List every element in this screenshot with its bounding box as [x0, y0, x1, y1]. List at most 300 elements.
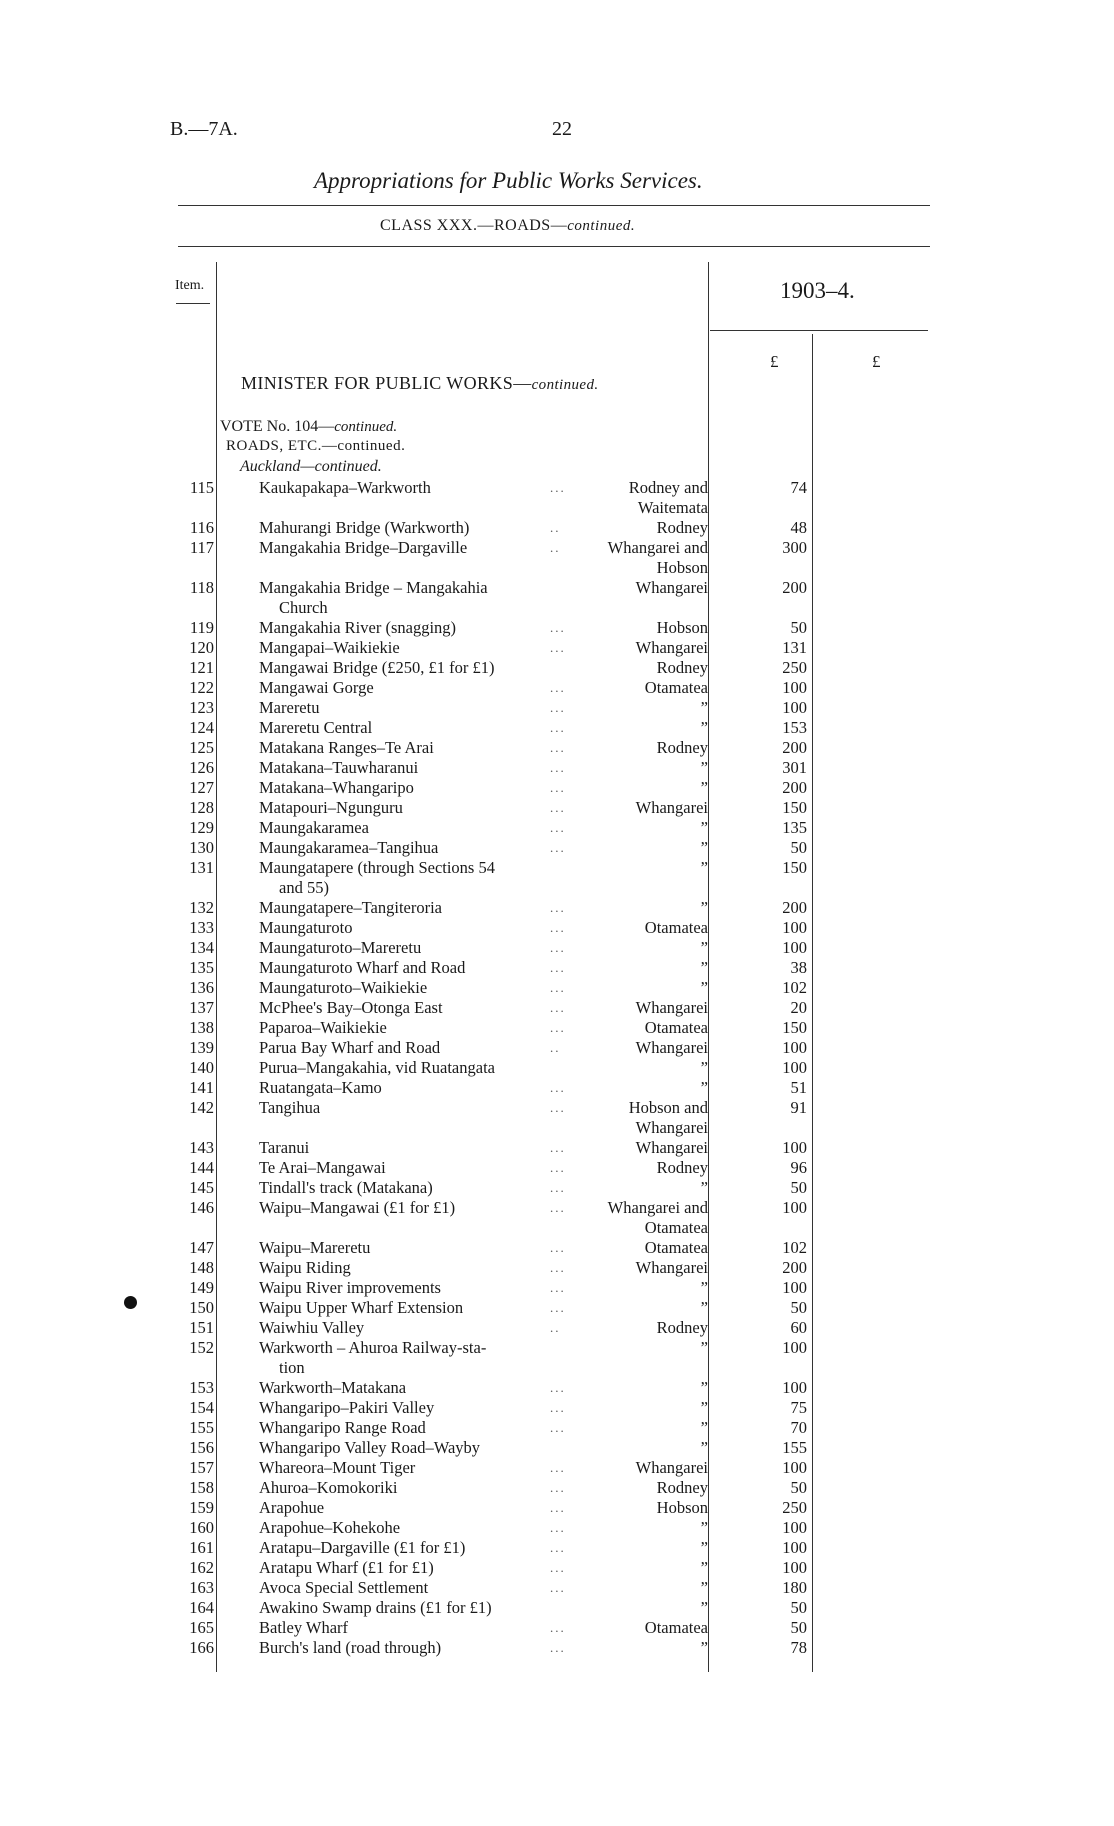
item-number: 121: [189, 658, 214, 677]
item-number: 138: [189, 1018, 214, 1037]
item-number: 164: [189, 1598, 214, 1617]
amount: 200: [782, 1258, 807, 1277]
electorate: ”: [700, 1398, 708, 1417]
item-number: 152: [189, 1338, 214, 1357]
item-number: 129: [189, 818, 214, 837]
amount: 38: [790, 958, 807, 977]
road-name: Waipu Riding: [259, 1258, 351, 1277]
amount: 48: [790, 518, 807, 537]
table-row: [0, 618, 1114, 638]
road-name: Batley Wharf: [259, 1618, 349, 1637]
electorate: ”: [700, 978, 708, 997]
leader-dots: ..: [550, 1320, 561, 1335]
amount: 100: [782, 1338, 807, 1357]
item-number: 124: [189, 718, 214, 737]
item-number: 139: [189, 1038, 214, 1057]
table-row: [0, 1058, 1114, 1078]
electorate: ”: [700, 838, 708, 857]
leader-dots: ...: [550, 1140, 566, 1155]
road-name: Maungatapere (through Sections 54: [259, 858, 495, 877]
road-name: McPhee's Bay–Otonga East: [259, 998, 443, 1017]
road-name: Kaukapakapa–Warkworth: [259, 478, 431, 497]
amount: 135: [782, 818, 807, 837]
table-row: [0, 578, 1114, 617]
leader-dots: ...: [550, 940, 566, 955]
electorate: ”: [700, 858, 708, 877]
item-number: 142: [189, 1098, 214, 1117]
table-row: [0, 818, 1114, 838]
item-number: 159: [189, 1498, 214, 1517]
road-name: Maungaturoto Wharf and Road: [259, 958, 466, 977]
road-name: Whangaripo Valley Road–Wayby: [259, 1438, 481, 1457]
item-number: 150: [189, 1298, 214, 1317]
electorate: ”: [700, 958, 708, 977]
leader-dots: ...: [550, 900, 566, 915]
leader-dots: ...: [550, 480, 566, 495]
item-number: 137: [189, 998, 214, 1017]
leader-dots: ...: [550, 920, 566, 935]
electorate: ”: [700, 778, 708, 797]
item-column-header: Item.: [175, 278, 205, 293]
leader-dots: ...: [550, 740, 566, 755]
road-name: Tindall's track (Matakana): [259, 1178, 433, 1197]
item-number: 153: [189, 1378, 214, 1397]
table-row: [0, 998, 1114, 1018]
table-row: [0, 1258, 1114, 1278]
electorate: Otamatea: [644, 678, 708, 697]
table-row: [0, 1378, 1114, 1398]
electorate: Rodney: [656, 658, 708, 677]
table-row: [0, 1418, 1114, 1438]
electorate: Whangarei: [635, 798, 708, 817]
amount: 131: [782, 638, 807, 657]
table-row: [0, 1398, 1114, 1418]
item-number: 162: [189, 1558, 214, 1577]
leader-dots: ...: [550, 1620, 566, 1635]
leader-dots: ...: [550, 1020, 566, 1035]
electorate: ”: [700, 1278, 708, 1297]
leader-dots: ...: [550, 1580, 566, 1595]
amount: 150: [782, 798, 807, 817]
amount: 200: [782, 738, 807, 757]
table-row: [0, 1018, 1114, 1038]
electorate: Whangarei and: [607, 1198, 708, 1217]
item-number: 131: [189, 858, 214, 877]
amount: 50: [790, 1598, 807, 1617]
table-row: [0, 538, 1114, 577]
leader-dots: ...: [550, 1280, 566, 1295]
table-row: [0, 798, 1114, 818]
road-name: Mangapai–Waikiekie: [259, 638, 400, 657]
year-header-rule: [710, 330, 928, 331]
road-name: Matakana–Whangaripo: [259, 778, 414, 797]
road-name: Mahurangi Bridge (Warkworth): [259, 518, 470, 537]
leader-dots: ...: [550, 1560, 566, 1575]
item-number: 157: [189, 1458, 214, 1477]
road-name: Ahuroa–Komokoriki: [259, 1478, 398, 1497]
amount: 100: [782, 1518, 807, 1537]
road-name: Mangawai Bridge (£250, £1 for £1): [259, 658, 495, 677]
item-number: 140: [189, 1058, 214, 1077]
amount: 50: [790, 1478, 807, 1497]
table-row: [0, 1598, 1114, 1618]
electorate: Hobson and: [628, 1098, 708, 1117]
road-name: Mangakahia River (snagging): [259, 618, 457, 637]
electorate: Whangarei: [635, 1258, 708, 1277]
road-name: Maungaturoto–Waikiekie: [259, 978, 428, 997]
electorate: ”: [700, 1078, 708, 1097]
leader-dots: ...: [550, 960, 566, 975]
road-name: Taranui: [259, 1138, 310, 1157]
table-row: [0, 1038, 1114, 1058]
road-name: Maungakaramea–Tangihua: [259, 838, 439, 857]
road-name-continued: tion: [279, 1358, 305, 1377]
amount: 155: [782, 1438, 807, 1457]
table-row: [0, 1478, 1114, 1498]
electorate: Whangarei: [635, 638, 708, 657]
road-name: Paparoa–Waikiekie: [259, 1018, 387, 1037]
item-number: 128: [189, 798, 214, 817]
amount: 78: [790, 1638, 807, 1657]
electorate-continued: Hobson: [656, 558, 708, 577]
electorate: ”: [700, 1558, 708, 1577]
table-row: [0, 778, 1114, 798]
amount: 100: [782, 678, 807, 697]
electorate: Whangarei: [635, 1458, 708, 1477]
table-row: [0, 1338, 1114, 1377]
year-column-header: 1903–4.: [780, 278, 855, 303]
road-name: Whangaripo–Pakiri Valley: [259, 1398, 435, 1417]
electorate: ”: [700, 818, 708, 837]
electorate: Otamatea: [644, 918, 708, 937]
road-name: Te Arai–Mangawai: [259, 1158, 386, 1177]
electorate-continued: Otamatea: [644, 1218, 708, 1237]
road-name: Mareretu Central: [259, 718, 373, 737]
amount: 74: [790, 478, 807, 497]
table-row: [0, 1458, 1114, 1478]
leader-dots: ...: [550, 1260, 566, 1275]
table-row: [0, 1178, 1114, 1198]
electorate: ”: [700, 898, 708, 917]
road-name: Parua Bay Wharf and Road: [259, 1038, 441, 1057]
amount: 51: [790, 1078, 807, 1097]
table-row: [0, 898, 1114, 918]
amount: 300: [782, 538, 807, 557]
amount: 91: [790, 1098, 807, 1117]
road-name: Matakana–Tauwharanui: [259, 758, 419, 777]
electorate: Whangarei: [635, 1038, 708, 1057]
leader-dots: ...: [550, 1180, 566, 1195]
item-number: 134: [189, 938, 214, 957]
table-row: [0, 1278, 1114, 1298]
leader-dots: ...: [550, 1380, 566, 1395]
road-name: Warkworth – Ahuroa Railway-sta-: [259, 1338, 487, 1357]
item-number: 163: [189, 1578, 214, 1597]
leader-dots: ..: [550, 520, 561, 535]
amount: 100: [782, 1458, 807, 1477]
item-number: 133: [189, 918, 214, 937]
amount: 50: [790, 1178, 807, 1197]
class-heading: CLASS XXX.—ROADS—continued.: [380, 217, 636, 234]
amount: 200: [782, 778, 807, 797]
table-row: [0, 1558, 1114, 1578]
amount: 100: [782, 938, 807, 957]
item-number: 119: [189, 618, 214, 637]
item-number: 151: [189, 1318, 214, 1337]
item-number: 146: [189, 1198, 214, 1217]
leader-dots: ...: [550, 1400, 566, 1415]
electorate: Rodney: [656, 1158, 708, 1177]
amount: 100: [782, 1378, 807, 1397]
road-name: Waipu–Mareretu: [259, 1238, 371, 1257]
table-row: [0, 938, 1114, 958]
table-row: [0, 638, 1114, 658]
margin-dot: [124, 1296, 137, 1309]
table-row: [0, 838, 1114, 858]
leader-dots: ...: [550, 1480, 566, 1495]
leader-dots: ...: [550, 700, 566, 715]
table-row: [0, 1198, 1114, 1237]
leader-dots: ...: [550, 1420, 566, 1435]
amount: 150: [782, 1018, 807, 1037]
item-number: 165: [189, 1618, 214, 1637]
table-row: [0, 1138, 1114, 1158]
item-number: 122: [189, 678, 214, 697]
table-row: [0, 1098, 1114, 1137]
road-name: Maungaturoto–Mareretu: [259, 938, 422, 957]
leader-dots: ...: [550, 1300, 566, 1315]
leader-dots: ...: [550, 980, 566, 995]
electorate: Rodney: [656, 738, 708, 757]
item-number: 161: [189, 1538, 214, 1557]
table-row: [0, 1638, 1114, 1658]
item-number: 145: [189, 1178, 214, 1197]
electorate: Whangarei: [635, 578, 708, 597]
road-name: Avoca Special Settlement: [259, 1578, 429, 1597]
road-name: Waipu Upper Wharf Extension: [259, 1298, 464, 1317]
amount: 200: [782, 898, 807, 917]
amount: 100: [782, 1138, 807, 1157]
road-name: Maungatapere–Tangiteroria: [259, 898, 443, 917]
electorate: Hobson: [656, 618, 708, 637]
electorate: ”: [700, 1438, 708, 1457]
road-name: Whangaripo Range Road: [259, 1418, 426, 1437]
electorate: ”: [700, 1518, 708, 1537]
leader-dots: ...: [550, 760, 566, 775]
item-number: 143: [189, 1138, 214, 1157]
item-number: 141: [189, 1078, 214, 1097]
item-number: 118: [189, 578, 214, 597]
road-name: Matapouri–Ngunguru: [259, 798, 403, 817]
table-row: [0, 738, 1114, 758]
leader-dots: ...: [550, 720, 566, 735]
leader-dots: ...: [550, 780, 566, 795]
table-row: [0, 698, 1114, 718]
amount: 75: [790, 1398, 807, 1417]
table-row: [0, 678, 1114, 698]
road-name: Warkworth–Matakana: [259, 1378, 407, 1397]
item-number: 147: [189, 1238, 214, 1257]
road-name: Awakino Swamp drains (£1 for £1): [259, 1598, 492, 1617]
electorate: Rodney: [656, 1478, 708, 1497]
leader-dots: ...: [550, 620, 566, 635]
road-name: Mangawai Gorge: [259, 678, 374, 697]
electorate-continued: Whangarei: [635, 1118, 708, 1137]
electorate: Hobson: [656, 1498, 708, 1517]
road-name: Waipu–Mangawai (£1 for £1): [259, 1198, 456, 1217]
leader-dots: ...: [550, 1100, 566, 1115]
electorate: Otamatea: [644, 1238, 708, 1257]
table-row: [0, 1298, 1114, 1318]
item-number: 115: [189, 478, 214, 497]
item-number: 127: [189, 778, 214, 797]
item-number: 149: [189, 1278, 214, 1297]
leader-dots: ...: [550, 640, 566, 655]
leader-dots: ...: [550, 800, 566, 815]
amount: 200: [782, 578, 807, 597]
leader-dots: ..: [550, 540, 561, 555]
road-name: Maungakaramea: [259, 818, 369, 837]
document-reference: B.—7A.: [170, 118, 238, 140]
item-number: 132: [189, 898, 214, 917]
leader-dots: ...: [550, 840, 566, 855]
amount: 100: [782, 1038, 807, 1057]
amount: 250: [782, 658, 807, 677]
electorate: ”: [700, 1298, 708, 1317]
top-rule: [178, 205, 930, 206]
electorate: ”: [700, 938, 708, 957]
table-row: [0, 858, 1114, 897]
item-number: 136: [189, 978, 214, 997]
item-number: 125: [189, 738, 214, 757]
electorate: Whangarei and: [607, 538, 708, 557]
item-number: 154: [189, 1398, 214, 1417]
road-name: Mangakahia Bridge – Mangakahia: [259, 578, 488, 597]
table-row: [0, 958, 1114, 978]
amount: 70: [790, 1418, 807, 1437]
table-row: [0, 978, 1114, 998]
table-row: [0, 1238, 1114, 1258]
amount: 100: [782, 698, 807, 717]
electorate: ”: [700, 1538, 708, 1557]
page-number: 22: [552, 118, 572, 140]
table-row: [0, 1498, 1114, 1518]
item-number: 117: [189, 538, 214, 557]
electorate: Whangarei: [635, 998, 708, 1017]
electorate: ”: [700, 1058, 708, 1077]
electorate: ”: [700, 758, 708, 777]
item-number: 116: [189, 518, 214, 537]
vote-heading: VOTE No. 104—continued.: [220, 418, 398, 435]
electorate: Otamatea: [644, 1618, 708, 1637]
table-row: [0, 478, 1114, 517]
item-number: 144: [189, 1158, 214, 1177]
table-row: [0, 1438, 1114, 1458]
amount: 50: [790, 618, 807, 637]
amount: 50: [790, 838, 807, 857]
table-row: [0, 1618, 1114, 1638]
amount: 153: [782, 718, 807, 737]
table-row: [0, 1078, 1114, 1098]
leader-dots: ...: [550, 1460, 566, 1475]
electorate: ”: [700, 1418, 708, 1437]
electorate: ”: [700, 1578, 708, 1597]
table-row: [0, 1318, 1114, 1338]
page-title: Appropriations for Public Works Services.: [314, 168, 703, 193]
roads-heading: ROADS, ETC.—continued.: [226, 438, 406, 454]
leader-dots: ...: [550, 1160, 566, 1175]
table-row: [0, 658, 1114, 678]
amount: 60: [790, 1318, 807, 1337]
road-name: Burch's land (road through): [259, 1638, 442, 1657]
electorate: ”: [700, 1178, 708, 1197]
item-number: 160: [189, 1518, 214, 1537]
table-row: [0, 918, 1114, 938]
electorate: ”: [700, 1638, 708, 1657]
amount: 100: [782, 1058, 807, 1077]
electorate: Otamatea: [644, 1018, 708, 1037]
amount: 96: [790, 1158, 807, 1177]
road-name-continued: and 55): [279, 878, 329, 897]
amount: 100: [782, 1278, 807, 1297]
leader-dots: ...: [550, 820, 566, 835]
road-name-continued: Church: [279, 598, 328, 617]
table-row: [0, 518, 1114, 538]
leader-dots: ...: [550, 1520, 566, 1535]
amount: 100: [782, 918, 807, 937]
item-number: 148: [189, 1258, 214, 1277]
amount: 180: [782, 1578, 807, 1597]
road-name: Aratapu–Dargaville (£1 for £1): [259, 1538, 466, 1557]
road-name: Mangakahia Bridge–Dargaville: [259, 538, 468, 557]
leader-dots: ...: [550, 1200, 566, 1215]
road-name: Purua–Mangakahia, vid Ruatangata: [259, 1058, 495, 1077]
amount: 50: [790, 1618, 807, 1637]
table-row: [0, 758, 1114, 778]
electorate: ”: [700, 1378, 708, 1397]
leader-dots: ...: [550, 1540, 566, 1555]
amount: 100: [782, 1198, 807, 1217]
amount: 102: [782, 1238, 807, 1257]
road-name: Whareora–Mount Tiger: [259, 1458, 416, 1477]
electorate: ”: [700, 718, 708, 737]
road-name: Mareretu: [259, 698, 320, 717]
item-number: 155: [189, 1418, 214, 1437]
class-rule: [178, 246, 930, 247]
leader-dots: ...: [550, 1080, 566, 1095]
table-row: [0, 1578, 1114, 1598]
item-number: 135: [189, 958, 214, 977]
electorate: Rodney and: [628, 478, 708, 497]
leader-dots: ..: [550, 1040, 561, 1055]
electorate: ”: [700, 698, 708, 717]
currency-symbol-2: £: [872, 352, 881, 371]
electorate: Rodney: [656, 1318, 708, 1337]
electorate-continued: Waitemata: [637, 498, 708, 517]
electorate: ”: [700, 1338, 708, 1357]
leader-dots: ...: [550, 1000, 566, 1015]
electorate: ”: [700, 1598, 708, 1617]
region-heading: Auckland—continued.: [240, 458, 382, 475]
amount: 100: [782, 1538, 807, 1557]
amount: 250: [782, 1498, 807, 1517]
item-number: 126: [189, 758, 214, 777]
item-number: 158: [189, 1478, 214, 1497]
table-row: [0, 1518, 1114, 1538]
amount: 50: [790, 1298, 807, 1317]
road-name: Waiwhiu Valley: [259, 1318, 365, 1337]
leader-dots: ...: [550, 680, 566, 695]
